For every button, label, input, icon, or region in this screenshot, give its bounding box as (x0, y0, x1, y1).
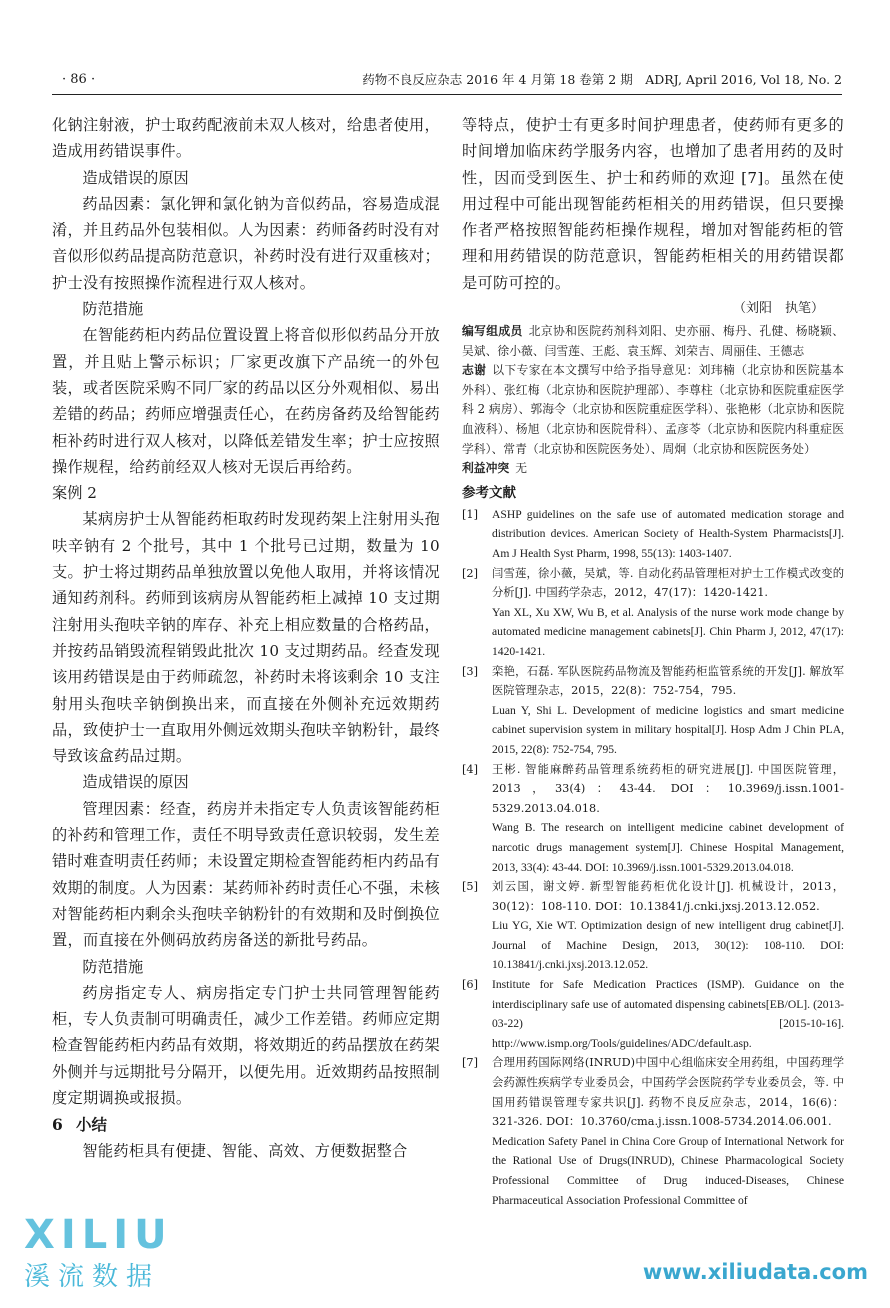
subheading: 造成错误的原因 (82, 168, 189, 187)
reference-text: Yan XL, Xu XW, Wu B, et al. Analysis of the nurse work mode change by automated medicine management cabinets[J]. Chin Pharm J, 2012, 47(17): 1420-1421. (492, 605, 844, 658)
conflict-text: 无 (515, 461, 528, 476)
reference-item (462, 662, 844, 760)
reference-text: 王彬. 智能麻醉药品管理系统药柜的研究进展[J]. 中国医院管理，2013，33(4)：43-44. DOI：10.3969/j.issn.1001-5329.2013.04.018. (492, 762, 844, 815)
paragraph: 药品因素：氯化钾和氯化钠为音似药品，容易造成混淆，并且药品外包装相似。人为因素：药师备药时没有对音似形似药品提高防范意识，补药时没有进行双重核对；护士没有按照操作流程进行双人核对。 (52, 194, 440, 292)
reference-number: [7] (462, 1056, 479, 1070)
paragraph: 药房指定专人、病房指定专门护士共同管理智能药柜，专人负责制可明确责任，减少工作差错。药师应定期检查智能药柜内药品有效期，将效期近的药品摆放在药架外侧并与远期批号分隔开，以便先用。近效期药品按照制度定期调换或报损。 (52, 983, 440, 1107)
section-number: 6 (52, 1115, 63, 1135)
reference-text: Wang B. The research on intelligent medicine cabinet development of narcotic drugs management system[J]. Chinese Hospital Management, 2013, 33(4): 43-44. DOI: 10.3969/j.issn.1001-5329.2013.04.018. (492, 821, 844, 874)
acknowledgement (462, 361, 844, 459)
watermark-logo (20, 1212, 200, 1292)
logo-latin: XILIU (24, 1212, 173, 1258)
paragraph: 某病房护士从智能药柜取药时发现药架上注射用头孢呋辛钠有 2 个批号，其中 1 个批号已过期，数量为 10 支。护士将过期药品单独放置以免他人取用，并将该情况通知药剂科。药师到该病房从智能药柜上减掉 10 支过期注射用头孢呋辛钠的库存、补充上相应数量的合格药品，并按药品销毁流程销毁此批次 10 支过期药品。经查发现该用药错误是由于药师疏忽，补药时未将该剩余 10 支注射用头孢呋辛钠倒换出来，而直接在外侧补充远效期药品，致使护士一直取用外侧远效期头孢呋辛钠粉针，最终导致该盒药品过期。 (52, 510, 440, 766)
reference-number: [6] (462, 978, 479, 992)
reference-text: 合理用药国际网络(INRUD)中国中心组临床安全用药组，中国药理学会药源性疾病学专业委员会，中国药学会医院药学专业委员会，等. 中国用药错误管理专家共识[J]. 药物不良反应杂志，2014，16(6)：321-326. DOI：10.3760/cma.j.issn.1008-5734.2014.06.001. (492, 1056, 844, 1129)
subheading: 防范措施 (82, 300, 144, 319)
reference-number: [4] (462, 762, 479, 776)
thanks-label: 志谢 (462, 363, 487, 378)
paragraph: 化钠注射液，护士取药配液前未双人核对，给患者使用，造成用药错误事件。 (52, 116, 440, 161)
reference-item (462, 564, 844, 662)
editors-note (462, 322, 844, 361)
reference-text: Luan Y, Shi L. Development of medicine logistics and smart medicine cabinet supervision system in military hospital[J]. Hosp Adm J Chin PLA, 2015, 22(8): 752-754, 795. (492, 703, 844, 756)
references-title: 参考文献 (462, 484, 516, 501)
reference-text: 栾艳，石磊. 军队医院药品物流及智能药柜监管系统的开发[J]. 解放军医院管理杂志，2015，22(8)：752-754，795. (492, 664, 844, 698)
paragraph: 管理因素：经查，药房并未指定专人负责该智能药柜的补药和管理工作，责任不明导致责任意识较弱，发生差错时难查明责任药师；未设置定期检查智能药柜内药品有效期的制度。人为因素：某药师补药时责任心不强，未核对智能药柜内剩余头孢呋辛钠粉针的有效期和及时倒换位置，而直接在外侧码放药房备送的新批号药品。 (52, 799, 440, 950)
reference-text: 闫雪莲，徐小薇，吴斌，等. 自动化药品管理柜对护士工作模式改变的分析[J]. 中国药学杂志，2012，47(17)：1420-1421. (492, 566, 844, 600)
reference-text: 刘云国，谢文婷. 新型智能药柜优化设计[J]. 机械设计，2013，30(12)：108-110. DOI：10.13841/j.cnki.jxsj.2013.12.052. (492, 880, 844, 913)
reference-text: Liu YG, Xie WT. Optimization design of new intelligent drug cabinet[J]. Journal of Machine Design, 2013, 30(12): 108-110. DOI: 10.13841/j.cnki.jxsj.2013.12.052. (492, 919, 844, 972)
subheading: 造成错误的原因 (82, 773, 189, 792)
paragraph: 在智能药柜内药品位置设置上将音似形似药品分开放置，并且贴上警示标识；厂家更改旗下产品统一的外包装，或者医院采购不同厂家的药品以区分外观相似、易出差错的药品；药师应增强责任心，在药房备药及给智能药柜补药时进行双人核对，以降低差错发生率；护士应按照操作规程，给药前经双人核对无误后再给药。 (52, 326, 440, 476)
reference-number: [2] (462, 566, 479, 580)
reference-text: Institute for Safe Medication Practices (ISMP). Guidance on the interdisciplinary safe use of automated dispensing cabinets[EB/OL]. (2013-03-22) [2015-10-16]. http://www.ismp.org/Tools/guidelines/ADC/default.asp. (492, 978, 844, 1050)
reference-body (492, 662, 844, 760)
editors-text: 北京协和医院药剂科刘阳、史亦丽、梅丹、孔健、杨晓颖、吴斌、徐小薇、闫雪莲、王彪、袁玉辉、刘荣吉、周丽佳、王德志 (462, 324, 844, 358)
author-signature: （刘阳 执笔） (732, 301, 824, 317)
reference-number: [5] (462, 880, 479, 894)
reference-item (462, 877, 844, 975)
conflict-label: 利益冲突 (462, 461, 510, 476)
page-number: · 86 · (62, 72, 96, 87)
thanks-text: 以下专家在本文撰写中给予指导意见：刘玮楠（北京协和医院基本外科）、张红梅（北京协和医院护理部）、李尊柱（北京协和医院重症医学科 2 病房）、郭海令（北京协和医院重症医学科）、张艳彬（北京协和医院血液科）、杨旭（北京协和医院骨科）、孟彦苓（北京协和医院内科重症医学科）、常青（北京协和医院医务处）、周炯（北京协和医院医务处） (462, 363, 844, 456)
reference-text: Medication Safety Panel in China Core Group of International Network for the Rational Use of Drugs(INRUD), Chinese Pharmacological Society Professional Committee of Drug induced-Diseases, Chinese Pharmaceutical Association Professional Committee of (492, 1134, 844, 1207)
reference-item (462, 505, 844, 564)
watermark-url: www.xiliudata.com (642, 1260, 868, 1284)
left-column (52, 112, 440, 1165)
paragraph: 等特点，使护士有更多时间护理患者，使药师有更多的时间增加临床药学服务内容，也增加了患者用药的及时性，因而受到医生、护士和药师的欢迎 [7]。虽然在使用过程中可能出现智能药柜相关的用药错误，但只要操作者严格按照智能药柜操作规程，增加对智能药柜的管理和用药错误的防范意识，智能药柜相关的用药错误都是可防可控的。 (462, 116, 844, 292)
reference-body (492, 564, 844, 662)
subheading: 防范措施 (82, 957, 144, 976)
reference-item (462, 975, 844, 1053)
paragraph: 智能药柜具有便捷、智能、高效、方便数据整合 (82, 1142, 408, 1161)
conflict-statement (462, 459, 844, 479)
reference-item (462, 1053, 844, 1210)
section-title: 小结 (76, 1115, 108, 1135)
editors-label: 编写组成员 (462, 324, 523, 339)
section-heading (52, 1111, 440, 1138)
running-header (52, 70, 842, 95)
reference-body (492, 1053, 844, 1210)
reference-list (462, 505, 844, 1210)
reference-body (492, 877, 844, 975)
reference-number: [1] (462, 507, 479, 521)
case-heading: 案例 2 (52, 484, 97, 503)
journal-citation: 药物不良反应杂志 2016 年 4 月第 18 卷第 2 期 ADRJ, April 2016, Vol 18, No. 2 (362, 72, 842, 87)
reference-text: ASHP guidelines on the safe use of automated medication storage and distribution devices. American Society of Health-System Pharmacists[J]. Am J Health Syst Pharm, 1998, 55(13): 1403-1407. (492, 507, 844, 561)
reference-body (492, 760, 844, 878)
reference-number: [3] (462, 664, 479, 678)
reference-body (492, 975, 844, 1053)
right-column (462, 112, 844, 1210)
reference-body (492, 505, 844, 564)
reference-item (462, 760, 844, 878)
logo-chinese: 溪流数据 (24, 1262, 161, 1292)
